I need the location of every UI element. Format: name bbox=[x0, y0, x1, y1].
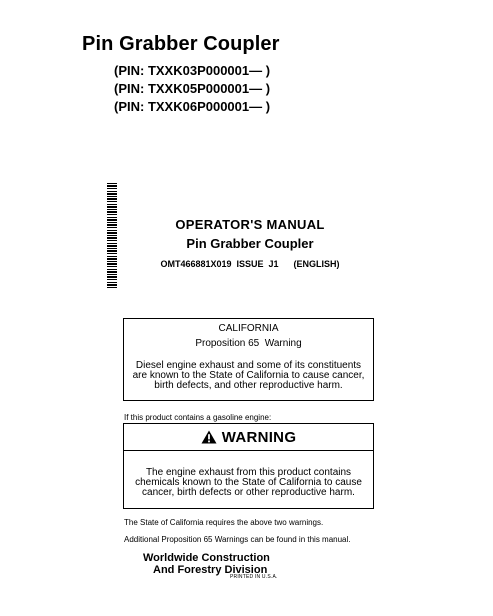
warning-text: The engine exhaust from this product contains chemicals known to the State of California to cause cancer, birth defects or other reproductive harm. bbox=[135, 467, 362, 498]
warning-triangle-icon bbox=[201, 430, 217, 444]
gasoline-engine-note: If this product contains a gasoline engine: bbox=[124, 413, 272, 422]
manual-subtitle: Pin Grabber Coupler bbox=[186, 236, 314, 251]
warning-header bbox=[124, 424, 373, 451]
pin-range-2: (PIN: TXXK05P000001— ) bbox=[114, 81, 271, 96]
division-line-1: Worldwide Construction bbox=[143, 552, 270, 564]
california-heading: CALIFORNIA bbox=[218, 323, 279, 334]
printed-in-label: PRINTED IN U.S.A. bbox=[230, 574, 278, 580]
pin-range-1: (PIN: TXXK03P000001— ) bbox=[114, 63, 271, 78]
additional-warnings-note: Additional Proposition 65 Warnings can be found in this manual. bbox=[124, 535, 351, 544]
division-line-2: And Forestry Division bbox=[153, 564, 268, 576]
pin-range-3: (PIN: TXXK06P000001— ) bbox=[114, 99, 271, 114]
state-requirement-note: The State of California requires the above two warnings. bbox=[124, 518, 324, 527]
manual-heading: OPERATOR'S MANUAL bbox=[175, 217, 325, 232]
document-title: Pin Grabber Coupler bbox=[82, 33, 280, 55]
division-name bbox=[143, 552, 270, 576]
california-warning-box bbox=[123, 318, 374, 401]
warning-heading: WARNING bbox=[221, 428, 297, 446]
warning-box bbox=[123, 423, 374, 509]
proposition-65-heading: Proposition 65 Warning bbox=[195, 338, 302, 349]
manual-code: OMT466881X019 ISSUE J1 (ENGLISH) bbox=[160, 259, 340, 269]
california-warning-text: Diesel engine exhaust and some of its constituents are known to the State of California to cause cancer, birth defects, and other reproductive harm. bbox=[132, 360, 365, 391]
barcode bbox=[107, 183, 117, 289]
